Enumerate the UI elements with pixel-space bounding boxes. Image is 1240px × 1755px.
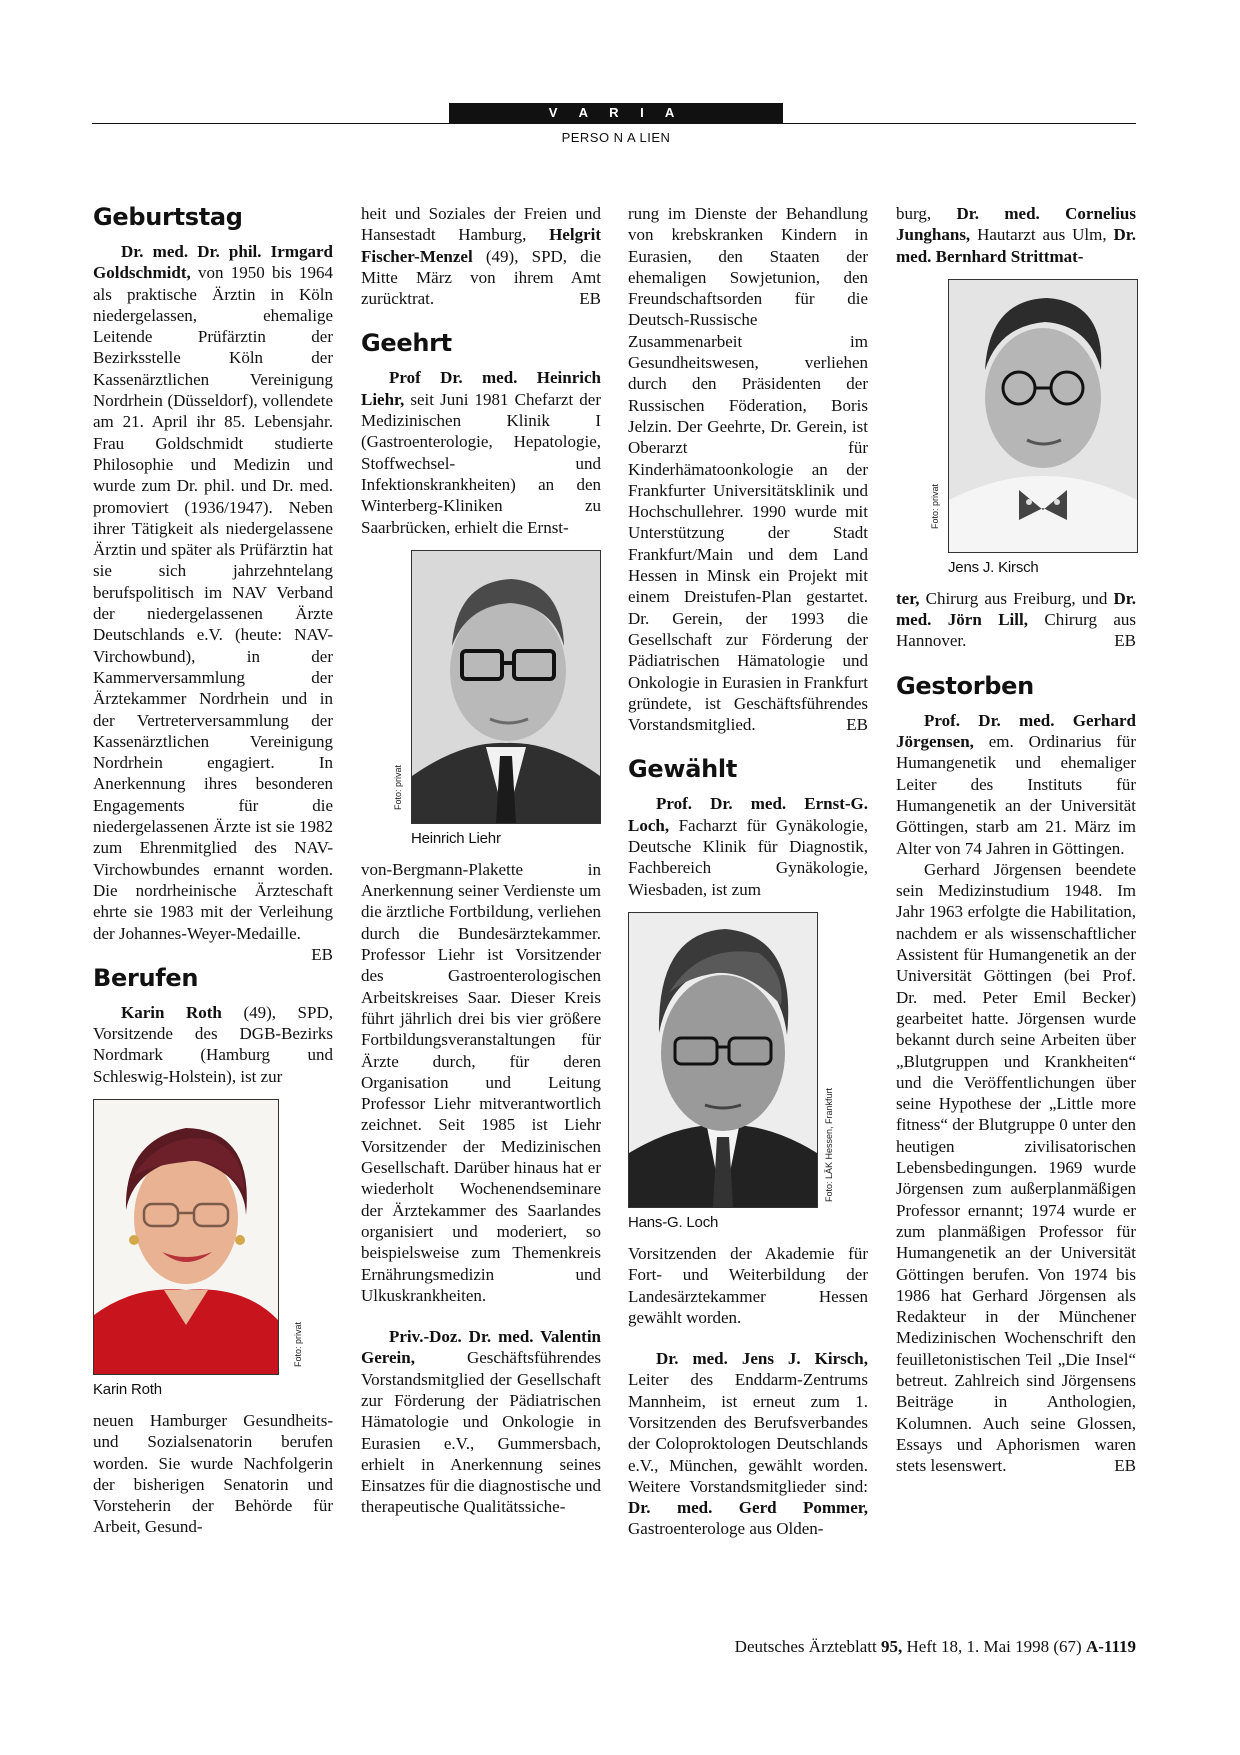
photo-credit: Foto: privat — [393, 764, 403, 810]
article-goldschmidt: Dr. med. Dr. phil. Irmgard Goldschmidt, von 1950 bis 1964 als praktische Ärztin in Köln niedergelassen, ehemalige Leitende Prüfärztin der Bezirksstelle Köln der Kassenärztlichen Vereinigung Nordrhein (Düsseldorf), vollendete am 21. April ihr 85. Lebensjahr. Frau Goldschmidt studierte Philosophie und Medizin und wurde zum Dr. phil. und Dr. med. promoviert (1936/1947). Neben ihrer Tätigkeit als niedergelassene Ärztin und später als Prüfärztin hat sie sich jahrzehntelang berufspolitisch im NAV Verband der niedergelassenen Ärzte Deutschlands e.V. (heute: NAV-Virchowbund), in der Kammerversammlung der Ärztekammer Nordrhein und in der Vertreterversammlung der Kassenärztlichen Vereinigung Nordrhein engagiert. In Anerkennung ihres besonderen Engagements für die niedergelassenen Ärzte ist sie 1982 zum Ehrenmitglied des NAV-Virchowbundes ernannt worden. Die nordrheinische Ärzteschaft ehrte sie 1983 mit der Verleihung der Johannes-Weyer-Medaille. EB — [93, 242, 333, 964]
article-loch-cont: Vorsitzenden der Akademie für Fort- und Weiterbildung der Landesärztekammer Hessen gewählt worden. — [628, 1243, 868, 1327]
photo-credit: Foto: privat — [293, 1321, 303, 1367]
portrait-karin-roth — [94, 1100, 278, 1374]
heading-geehrt: Geehrt — [361, 329, 452, 358]
author-initials: EB — [1114, 1456, 1136, 1476]
photo-caption: Jens J. Kirsch — [948, 558, 1039, 576]
person-name: Dr. med. Bernhard Strittmat- — [896, 225, 1136, 266]
page-number: A-1119 — [1085, 1637, 1136, 1656]
person-name: Priv.-Doz. Dr. med. Valentin Gerein, — [361, 1327, 601, 1368]
article-gerein-cont: rung im Dienste der Behandlung von krebskranken Kindern in Eurasien, den Staaten der ehemaligen Sowjetunion, den Freundschaftsorden für die Deutsch-Russische Zusammenarbeit im Gesundheitswesen, verliehen durch den Präsidenten der Russischen Föderation, Boris Jelzin. Der Geehrte, Dr. Gerein, ist Oberarzt für Kinderhämatoonkologie an der Frankfurter Universitätsklinik und Hochschullehrer. 1990 wurde mit Unterstützung der Stadt Frankfurt/Main und dem Land Hessen in Minsk ein Projekt mit einem Dreistufen-Plan gestartet. Dr. Gerein, der 1993 die Gesellschaft zur Förderung der Pädiatrischen Hämatologie und Onkologie in Eurasien in Frankfurt gründete, ist Geschäftsführendes Vorstandsmitglied. EB — [628, 204, 868, 735]
photo-heinrich-liehr — [393, 550, 601, 847]
article-joergensen-cont: Gerhard Jörgensen beendete sein Medizinstudium 1948. Im Jahr 1963 erfolgte die Habilitation, nachdem er als wissenschaftlicher Assistent für Humangenetik an der Universität Göttingen (bei Prof. Dr. med. Peter Emil Becker) gearbeitet hatte. Jörgensen wurde bekannt durch seine Arbeiten über „Blutgruppen und Krankheiten“ und die Veröffentlichungen über seine Hypothese der „Little more fitness“ der Blutgruppe 0 unter den heutigen zivilisatorischen Lebensbedingungen. 1969 wurde Jörgensen zum außerplanmäßigen Professor ernannt; 1974 wurde er zum planmäßigen Professor für Humangenetik an der Universität Göttingen berufen. Von 1974 bis 1986 hat Gerhard Jörgensen als Redakteur in der Münchener Medizinischen Wochenschrift den feuilletonistischen Teil „Die Insel“ betreut. Zahlreich sind Jörgensens Beiträge in Anthologien, Kolumnen. Auch seine Glossen, Essays und Aphorismen waren stets lesenswert. EB — [896, 859, 1136, 1476]
photo-hans-g-loch — [628, 912, 868, 1231]
portrait-jens-kirsch — [949, 280, 1137, 552]
heading-geburtstag: Geburtstag — [93, 203, 243, 231]
portrait-heinrich-liehr — [412, 551, 600, 823]
volume-number: 95, — [881, 1637, 903, 1656]
person-name: Dr. med. Jörn Lill, — [896, 588, 1136, 630]
author-initials: EB — [311, 944, 333, 964]
photo-credit: Foto: LÄK Hessen, Frankfurt — [824, 1087, 834, 1202]
photo-caption: Hans-G. Loch — [628, 1213, 719, 1231]
person-name: Dr. med. Jens J. Kirsch, — [656, 1349, 868, 1369]
person-name: Prof. Dr. med. Gerhard Jörgensen, — [896, 710, 1136, 752]
photo-credit: Foto: privat — [930, 483, 940, 529]
column-2 — [361, 203, 601, 1518]
article-roth: Karin Roth (49), SPD, Vorsitzende des DGB-Bezirks Nordmark (Hamburg und Schleswig-Holstein), ist zur — [93, 1002, 333, 1086]
article-kirsch: Dr. med. Jens J. Kirsch, Leiter des Enddarm-Zentrums Mannheim, ist erneut zum 1. Vorsitzenden des Berufsverbandes der Coloproktologen Deutschlands e.V., München, gewählt worden. Weitere Vorstandsmitglieder sind: Dr. med. Gerd Pommer, Gastroenterologe aus Olden- — [628, 1349, 868, 1539]
article-joergensen: Prof. Dr. med. Gerhard Jörgensen, em. Ordinarius für Humangenetik und ehemaliger Leiter des Instituts für Humangenetik an der Universität Göttingen, starb am 21. März im Alter von 74 Jahren in Göttingen. — [896, 710, 1136, 858]
person-name: Karin Roth — [121, 1002, 222, 1022]
heading-gestorben: Gestorben — [896, 671, 1034, 700]
column-3 — [628, 203, 868, 1540]
portrait-image — [93, 1099, 279, 1375]
person-name: ter, — [896, 588, 920, 608]
rubric-label: PERSO N A LIEN — [561, 130, 671, 145]
column-4 — [896, 203, 1136, 1476]
person-name: Prof. Dr. med. Ernst-G. Loch, — [628, 794, 868, 835]
page-footer: Deutsches Ärzteblatt 95, Heft 18, 1. Mai 1998 (67) A-1119 — [734, 1637, 1136, 1656]
portrait-image — [411, 550, 601, 824]
photo-caption: Karin Roth — [93, 1380, 162, 1398]
person-name: Dr. med. Gerd Pommer, — [628, 1498, 868, 1518]
heading-berufen: Berufen — [93, 963, 199, 992]
person-name: Prof Dr. med. Heinrich Liehr, — [361, 368, 601, 409]
article-roth-cont: neuen Hamburger Gesundheits- und Sozialsenatorin berufen worden. Sie wurde Nachfolgerin der bisherigen Senatorin und Vorsteherin der Behörde für Arbeit, Gesund- — [93, 1410, 333, 1537]
article-loch: Prof. Dr. med. Ernst-G. Loch, Facharzt für Gynäkologie, Deutsche Klinik für Diagnostik, Fachbereich Gynäkologie, Wiesbaden, ist zum — [628, 794, 868, 899]
photo-karin-roth — [93, 1099, 333, 1398]
column-1 — [93, 203, 333, 1538]
article-roth-end: heit und Soziales der Freien und Hansestadt Hamburg, Helgrit Fischer-Menzel (49), SPD, die Mitte März von ihrem Amt zurücktrat. EB — [361, 204, 601, 309]
article-liehr: Prof Dr. med. Heinrich Liehr, seit Juni 1981 Chefarzt der Medizinischen Klinik I (Gastroenterologie, Hepatologie, Stoffwechsel- und Infektionskrankheiten) an den Winterberg-Kliniken zu Saarbrücken, erhielt die Ernst- — [361, 368, 601, 537]
article-kirsch-end: ter, Chirurg aus Freiburg, und Dr. med. Jörn Lill, Chirurg aus Hannover. EB — [896, 588, 1136, 651]
author-initials: EB — [846, 715, 868, 735]
portrait-hans-g-loch — [629, 913, 817, 1207]
author-initials: EB — [1114, 631, 1136, 651]
portrait-image — [628, 912, 818, 1208]
heading-gewaehlt: Gewählt — [628, 755, 738, 784]
section-bar: V A R I A — [449, 103, 783, 123]
article-liehr-cont: von-Bergmann-Plakette in Anerkennung seiner Verdienste um die ärztliche Fortbildung, verliehen durch die Bundesärztekammer. Professor Liehr ist Vorsitzender des Gastroenterologischen Arbeitskreises Saar. Dieser Kreis führt jährlich drei bis vier größere Fortbildungsveranstaltungen für Ärzte durch, für deren Organisation und Leitung Professor Liehr mitverantwortlich zeichnet. Seit 1985 ist Liehr Vorsitzender der Medizinischen Gesellschaft. Darüber hinaus hat er wiederholt Wochenendseminare der Ärztekammer des Saarlandes organisiert und moderiert, so beispielsweise zum Themenkreis Ernährungsmedizin und Ulkuskrankheiten. — [361, 859, 601, 1305]
author-initials: EB — [579, 289, 601, 309]
header-rule — [92, 123, 1136, 124]
article-kirsch-cont: burg, Dr. med. Cornelius Junghans, Hautarzt aus Ulm, Dr. med. Bernhard Strittmat- — [896, 204, 1136, 266]
portrait-image — [948, 279, 1138, 553]
photo-jens-kirsch — [930, 279, 1138, 576]
article-gerein: Priv.-Doz. Dr. med. Valentin Gerein, Geschäftsführendes Vorstandsmitglied der Gesellschaft zur Förderung der Pädiatrischen Hämatologie und Onkologie in Eurasien e.V., Gummersbach, erhielt in Anerkennung seines Einsatzes für die diagnostische und therapeutische Qualitätssiche- — [361, 1327, 601, 1517]
person-name: Helgrit Fischer-Menzel — [361, 225, 601, 266]
person-name: Dr. med. Cornelius Junghans, — [896, 204, 1136, 245]
person-name: Dr. med. Dr. phil. Irmgard Goldschmidt, — [93, 242, 333, 283]
photo-caption: Heinrich Liehr — [411, 829, 501, 847]
